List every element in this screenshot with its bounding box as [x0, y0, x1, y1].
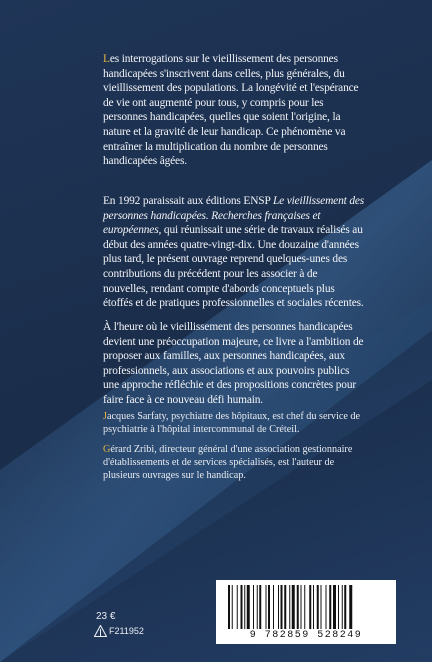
author-initial: G: [103, 444, 111, 455]
barcode-bar: [244, 585, 245, 629]
intro-text: es interrogations sur le vieillissement des personnes handicapées s'inscrivent dans celles, plus générales, du vieillissement des populations. La longévité et l'espérance de vie ont augmenté pour tous, y compris pour les personnes handicapées, quelles que soient l'origine, la nature et la gravité de leur handicap. Ce phénomène va entraîner la multiplication du nombre de personnes handicapées âgées.: [103, 53, 359, 168]
barcode-bar: [247, 585, 250, 629]
price-label: 23 €: [96, 611, 116, 622]
history-text-before: En 1992 paraissait aux éditions ENSP: [103, 195, 273, 207]
barcode-bar: [338, 585, 339, 629]
barcode-bar: [329, 585, 331, 629]
barcode-bar: [304, 585, 305, 629]
barcode-bar: [257, 585, 258, 629]
author-bio-sarfaty: [103, 410, 373, 436]
barcode-bars: [228, 585, 384, 629]
barcode-bar: [309, 585, 311, 629]
history-text-after: , qui réunissait une série de travaux réalisés au début des années quatre-vingt-dix. Une douzaine d'années plus tard, le présent ouvrage reprend quelques-unes des contributions du précédent pour les associer à de nouvelles, rendant compte d'abords conceptuels plus étoffés et de pratiques professionnelles et sociales récentes.: [103, 224, 364, 310]
reference-code: F211952: [109, 626, 144, 636]
barcode-bar: [342, 585, 343, 629]
isbn-number: 9 782859 528249: [249, 630, 363, 641]
ambition-paragraph: [103, 320, 365, 408]
ambition-text: À l'heure où le vieillissement des personnes handicapées devient une préoccupation majeure, ce livre a l'ambition de proposer aux familles, aux personnes handicapées, aux professionnels, aux associations et aux pouvoirs publics une approche réfléchie et des propositions concrètes pour faire face à ce nouveau défi humain.: [103, 321, 364, 406]
barcode-bar: [326, 585, 327, 629]
previous-book-title: Le vieillissement des personnes handicapées. Recherches françaises et européennes: [103, 195, 365, 237]
barcode-bar: [241, 585, 243, 629]
barcode-bar: [292, 585, 295, 629]
barcode-bar: [301, 585, 302, 629]
barcode-bar: [228, 585, 230, 629]
barcode-bar: [232, 585, 233, 629]
barcode-bar: [284, 585, 286, 629]
history-paragraph: [103, 194, 365, 311]
barcode-bar: [278, 585, 279, 629]
barcode-bar: [253, 585, 254, 629]
intro-paragraph: [103, 52, 365, 169]
barcode-bar: [237, 585, 238, 629]
publisher-logo-icon: [94, 625, 107, 638]
barcode-bar: [281, 585, 283, 629]
author-bio-zribi: [103, 443, 373, 483]
barcode-bar: [297, 585, 299, 629]
barcode-bar: [344, 585, 346, 629]
isbn-barcode: [216, 580, 396, 644]
barcode-bar: [317, 585, 319, 629]
barcode-bar: [289, 585, 290, 629]
author-bio-text: érard Zribi, directeur général d'une association gestionnaire d'établissements et de services spécialisés, est l'auteur de plusieurs ouvrages sur le handicap.: [103, 444, 353, 482]
barcode-bar: [349, 585, 352, 629]
barcode-bar: [266, 585, 267, 629]
barcode-bar: [333, 585, 336, 629]
barcode-bar: [268, 585, 270, 629]
barcode-bar: [313, 585, 314, 629]
barcode-bar: [273, 585, 274, 629]
author-bio-text: acques Sarfaty, psychiatre des hôpitaux, est chef du service de psychiatrie à l'hôpital intercommunal de Créteil.: [103, 411, 361, 436]
drop-initial: L: [103, 53, 110, 65]
barcode-bar: [259, 585, 261, 629]
author-initial: J: [103, 411, 107, 422]
barcode-bar: [321, 585, 322, 629]
